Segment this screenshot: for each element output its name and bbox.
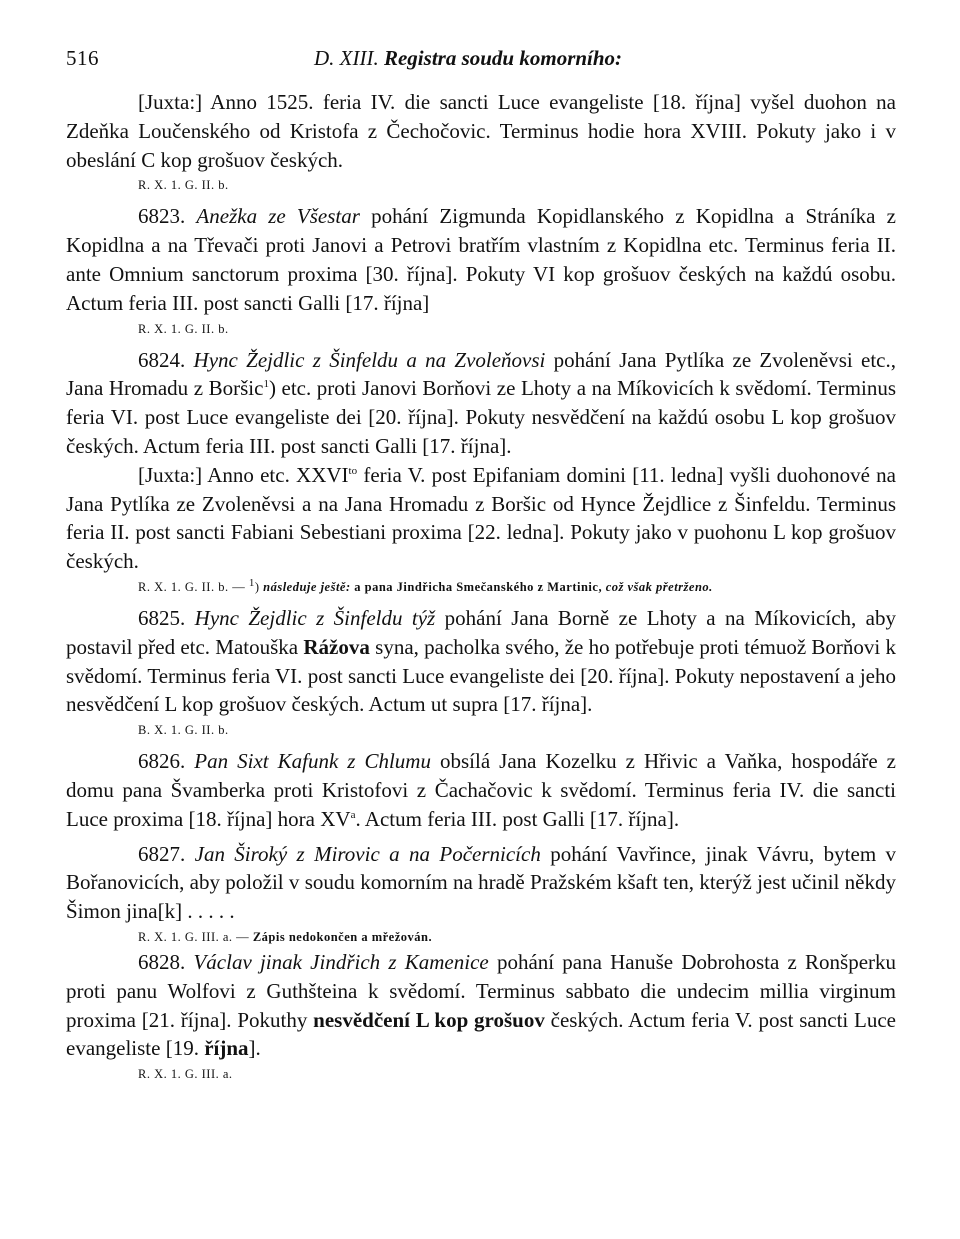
footnote-mark: 1 [248,576,255,589]
note-text: a pana Jindřicha Smečanského z Martinic, [350,579,606,594]
entry-text-cont: syna, pacholka svého, že ho potřebuje proti témuož Borňovi k svědomí. Terminus feria VI. post sancti Luce evangeliste dei [20. října]. Pokuty nepostavení a jeho nesvědčení L kop grošuov českých. Actum ut supra [17. října]. [66,634,896,717]
entry-text: pohání Zigmunda Kopidlanského z Kopidlna a Stráníka z Kopidlna a na Třevači proti Janovi a Petrovi bratřím vlastním z Kopidlna etc. Terminus feria II. ante Omnium sanctorum proxima [30. října]. Pokuty VI kop grošuov českých na každú osobu. Actum feria III. post sancti Galli [17. října] [66,204,896,315]
source-reference: R. X. 1. G. II. b. — [138,579,249,594]
bold-text: října [204,1036,249,1061]
source-reference-with-note [66,926,896,948]
bold-name: Rážova [303,634,370,659]
source-reference: R. X. 1. G. II. b. [138,178,229,193]
entry-person: Jan Široký z Mirovic a na Počernicích [194,841,541,866]
source-reference: R. X. 1. G. III. a. [138,1067,233,1082]
note-text: ) [254,579,264,594]
entry-6828 [66,948,896,1063]
entry-person: Hync Žejdlic z Šinfeldu týž [194,605,436,630]
entry-person: Hync Žejdlic z Šinfeldu a na Zvoleňovsi [193,347,546,372]
entry-text-cont: ) etc. proti Janovi Borňovi ze Lhoty a na Míkovicích k svědomí. Terminus feria VI. post Luce evangeliste dei [20. října]. Pokuty nesvědčení na každú osobu L kop grošuov českých. Actum feria III. post sancti Galli [17. října]. [66,376,896,458]
running-title-prefix: D. XIII. [314,46,379,70]
entry-text-end: ]. [248,1036,261,1061]
note-text: Zápis nedokončen a mřežován. [252,929,433,944]
entry-number: 6824. [138,347,186,372]
entry-text-cont: . Actum feria III. post Galli [17. října]. [355,806,680,831]
entry-person: Anežka ze Všestar [196,204,360,229]
juxta-text: [Juxta:] Anno etc. XXVI [138,462,349,487]
entry-text: pohání Jana Pytlíka ze Zvoleněvsi etc., Jana Hromadu z Boršic [66,347,897,401]
entry-text: pohání pana Hanuše Dobrohosta z Ronšperku proti panu Wolfovi z Guthšteina k svědomí. Terminus sabbato die undecim millia virginum proxima [21. října]. Pokuthy [66,949,897,1032]
entry-number: 6828. [138,949,186,974]
source-reference-with-note [66,576,896,598]
entry-number: 6823. [138,204,186,229]
entry-6825 [66,604,896,719]
superscript: a [350,808,356,821]
entry-text: pohání Vavřince, jinak Vávru, bytem v Bořanovicích, aby položil v soudu komorním na hradě Pražském kšaft ten, kterýž jest učinil někdy Šimon jina[k] . . . . . [66,841,897,924]
entry-text: pohání Jana Borně ze Lhoty a na Míkovicích, aby postavil před etc. Matouška [66,605,896,659]
source-reference: R. X. 1. G. II. b. [138,321,229,336]
bold-text: nesvědčení L kop grošuov [313,1007,545,1032]
entry-6824 [66,346,896,461]
source-reference: B. X. 1. G. II. b. [138,723,229,738]
juxta-paragraph [66,461,896,576]
juxta-paragraph: [Juxta:] Anno 1525. feria IV. die sancti Luce evangeliste [18. října] vyšel duohon na Zdeňka Loučenského od Kristofa z Čechočovic. Terminus hodie hora XVIII. Pokuty jako i v obeslání C kop grošuov českých. [66,90,896,172]
footnote-mark: 1 [263,378,269,391]
running-title-text: Registra soudu komorního: [383,46,623,70]
page-number: 516 [66,46,99,70]
source-reference: R. X. 1. G. III. a. — [138,929,253,944]
entry-6823 [66,202,896,317]
entry-number: 6827. [138,841,186,866]
document-body [66,88,896,1085]
entry-person: Pan Sixt Kafunk z Chlumu [194,749,431,774]
entry-6827 [66,840,896,926]
note-italic: následuje ještě: [263,579,351,594]
entry-text-cont: českých. Actum feria V. post sancti Luce evangeliste [19. [66,1007,897,1061]
entry-number: 6825. [138,605,186,630]
note-italic: což však přetrženo. [605,579,713,594]
entry-number: 6826. [138,749,186,774]
page [66,38,896,1085]
page-header [66,38,896,78]
juxta-text-cont: feria V. post Epifaniam domini [11. ledna] vyšli duohonové na Jana Pytlíka ze Zvoleněvsi a na Jana Hromadu z Boršic od Hynce Žejdlice z Šinfeldu. Terminus feria II. post sancti Fabiani Sebestiani proxima [22. ledna]. Pokuty jako v puohonu L kop grošuov českých. [66,462,897,574]
entry-text: obsílá Jana Kozelku z Hřivic a Vaňka, hospodáře z domu pana Švamberka proti Kristofovi z Čachačovic k svědomí. Terminus feria IV. die sancti Luce proxima [18. října] hora XV [66,749,896,831]
entry-person: Václav jinak Jindřich z Kamenice [193,949,489,974]
entry-6826 [66,747,896,833]
running-title [314,46,622,71]
superscript: to [348,464,358,477]
